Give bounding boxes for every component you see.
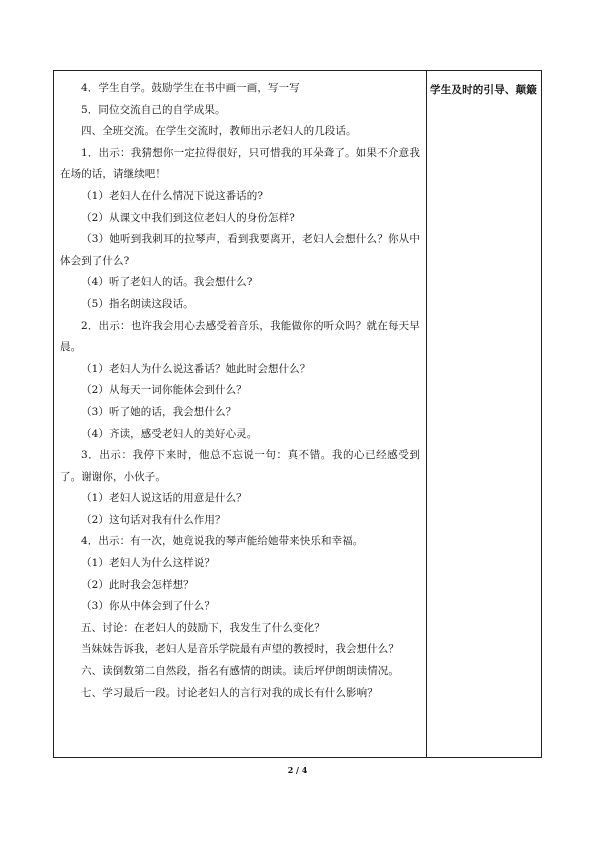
quote-1-question-2: （2）从课文中我们到这位老妇人的身份怎样? xyxy=(81,211,295,224)
quote-1: 1．出示：我猜想你一定拉得很好，只可惜我的耳朵聋了。如果不介意我在场的话，请继续吧！ xyxy=(60,146,420,181)
quote-4-question-3: （3）你从中体会到了什么？ xyxy=(81,600,215,613)
quote-1-question-1: （1）老妇人在什么情况下说这番话的? xyxy=(81,189,264,202)
quote-4: 4．出示：有一次，她竟说我的琴声能给她带来快乐和幸福。 xyxy=(81,535,364,548)
section-discussion: 五、讨论：在老妇人的鼓励下，我发生了什么变化？ xyxy=(81,621,325,634)
discussion-question: 当妹妹告诉我，老妇人是音乐学院最有声望的教授时，我会想什么？ xyxy=(81,643,399,656)
step-self-study: 4．学生自学。鼓励学生在书中画一画，写一写 xyxy=(81,82,300,94)
quote-2-question-1: （1）老妇人为什么说这番话？她此时会想什么？ xyxy=(81,362,311,375)
step-peer-exchange: 5．同位交流自己的自学成果。 xyxy=(81,103,226,116)
quote-4-question-2: （2）此时我会怎样想？ xyxy=(81,578,194,591)
section-last-paragraph: 七、学习最后一段。讨论老妇人的言行对我的成长有什么影响？ xyxy=(81,686,378,699)
quote-2: 2．出示：也许我会用心去感受着音乐，我能做你的听众吗？就在每天早晨。 xyxy=(60,319,420,354)
quote-2-question-2: （2）从每天一词你能体会到什么？ xyxy=(81,384,247,397)
quote-2-question-4: （4）齐读，感受老妇人的美好心灵。 xyxy=(81,427,258,440)
quote-3-question-1: （1）老妇人说这话的用意是什么？ xyxy=(81,492,247,505)
notes-column xyxy=(427,71,541,757)
section-reading: 六、读倒数第二自然段，指名有感情的朗读。读后坪伊朗朗读情况。 xyxy=(81,665,399,678)
quote-1-question-3: （3）她听到我刺耳的拉琴声，看到我要离开，老妇人会想什么？你从中体会到了什么? xyxy=(60,233,420,267)
lesson-plan-table xyxy=(53,70,542,758)
quote-1-question-5: （5）指名朗读这段话。 xyxy=(81,297,194,310)
lesson-content-column xyxy=(54,71,426,757)
quote-3-question-2: （2）这句话对我有什么作用？ xyxy=(81,513,226,526)
quote-3: 3．出示：我停下来时，他总不忘说一句：真不错。我的心已经感受到了。谢谢你，小伙子。 xyxy=(60,449,420,483)
quote-1-question-4: （4）听了老妇人的话。我会想什么? xyxy=(81,276,253,289)
page-number: 2 / 4 xyxy=(287,765,308,775)
section-class-exchange: 四、全班交流。在学生交流时，教师出示老妇人的几段话。 xyxy=(81,125,357,138)
side-note: 学生及时的引导、颠簸 xyxy=(430,84,537,96)
quote-2-question-3: （3）听了她的话，我会想什么？ xyxy=(81,405,237,418)
quote-4-question-1: （1）老妇人为什么这样说？ xyxy=(81,557,215,570)
